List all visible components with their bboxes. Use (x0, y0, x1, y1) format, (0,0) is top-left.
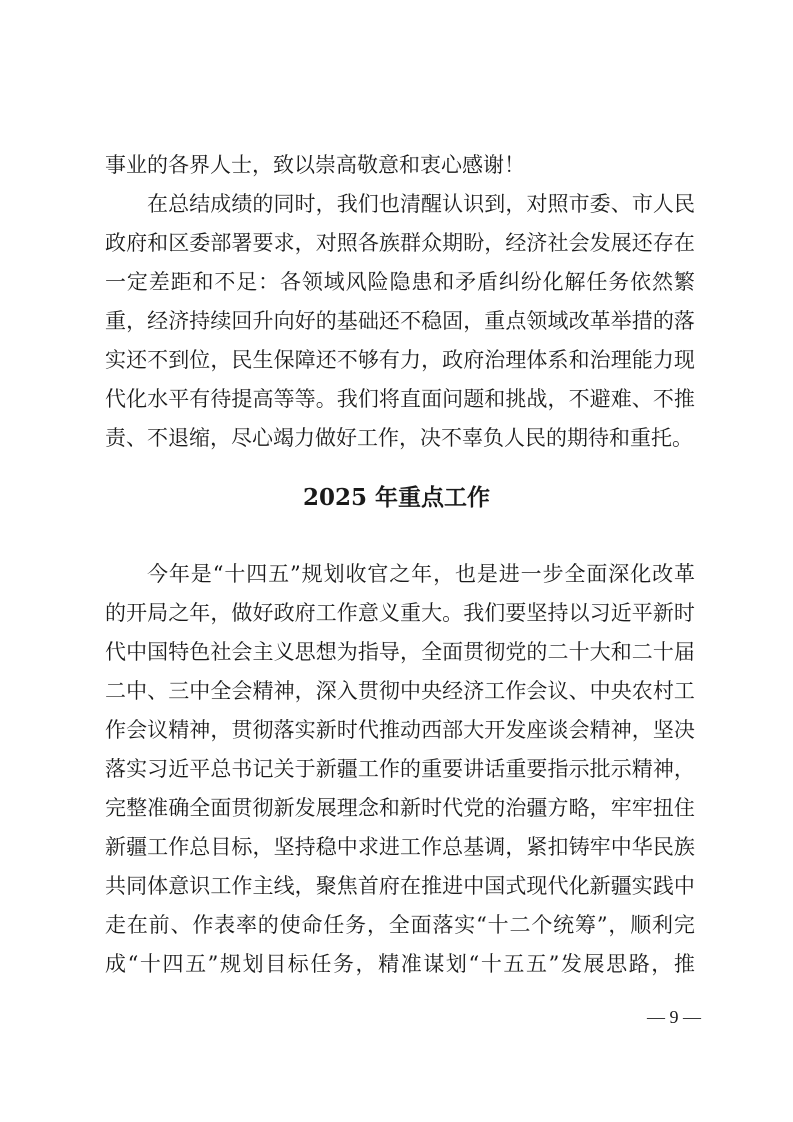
section-heading: 2025 年重点工作 (302, 484, 491, 511)
text-line: 实还不到位，民生保障还不够有力，政府治理体系和治理能力现 (105, 348, 695, 372)
text-line: 共同体意识工作主线，聚焦首府在推进中国式现代化新疆实践中 (105, 874, 695, 898)
text-line: 落实习近平总书记关于新疆工作的重要讲话重要指示批示精神， (105, 757, 695, 781)
text-line: 政府和区委部署要求，对照各族群众期盼，经济社会发展还存在 (105, 231, 695, 255)
text-line: 代中国特色社会主义思想为指导，全面贯彻党的二十大和二十届 (105, 640, 695, 664)
text-line: 完整准确全面贯彻新发展理念和新时代党的治疆方略，牢牢扭住 (105, 796, 695, 820)
text-line: 责、不退缩，尽心竭力做好工作，决不辜负人民的期待和重托。 (105, 426, 693, 450)
text-line: 重，经济持续回升向好的基础还不稳固，重点领域改革举措的落 (105, 309, 695, 333)
text-line: 在总结成绩的同时，我们也清醒认识到，对照市委、市人民 (147, 192, 696, 216)
paragraph-key-work (105, 555, 695, 984)
text-line: 一定差距和不足：各领域风险隐患和矛盾纠纷化解任务依然繁 (105, 270, 696, 294)
text-line: 作会议精神，贯彻落实新时代推动西部大开发座谈会精神，坚决 (105, 718, 695, 742)
text-line: 今年是“十四五”规划收官之年，也是进一步全面深化改革 (147, 562, 696, 586)
text-line: 二中、三中全会精神，深入贯彻中央经济工作会议、中央农村工 (105, 679, 695, 703)
text-line: 的开局之年，做好政府工作意义重大。我们要坚持以习近平新时 (105, 601, 695, 625)
paragraph-closing-thanks (105, 146, 695, 185)
page-number: — 9 — (647, 1007, 701, 1027)
text-line: 走在前、作表率的使命任务，全面落实“十二个统筹”，顺利完 (105, 913, 696, 937)
text-line: 成“十四五”规划目标任务，精准谋划“十五五”发展思路，推 (105, 952, 697, 976)
text-line: 代化水平有待提高等等。我们将直面问题和挑战，不避难、不推 (105, 387, 695, 411)
text-line: 事业的各界人士，致以崇高敬意和衷心感谢！ (105, 153, 525, 177)
text-line: 新疆工作总目标，坚持稳中求进工作总基调，紧扣铸牢中华民族 (105, 835, 695, 859)
paragraph-shortcomings (105, 185, 695, 458)
